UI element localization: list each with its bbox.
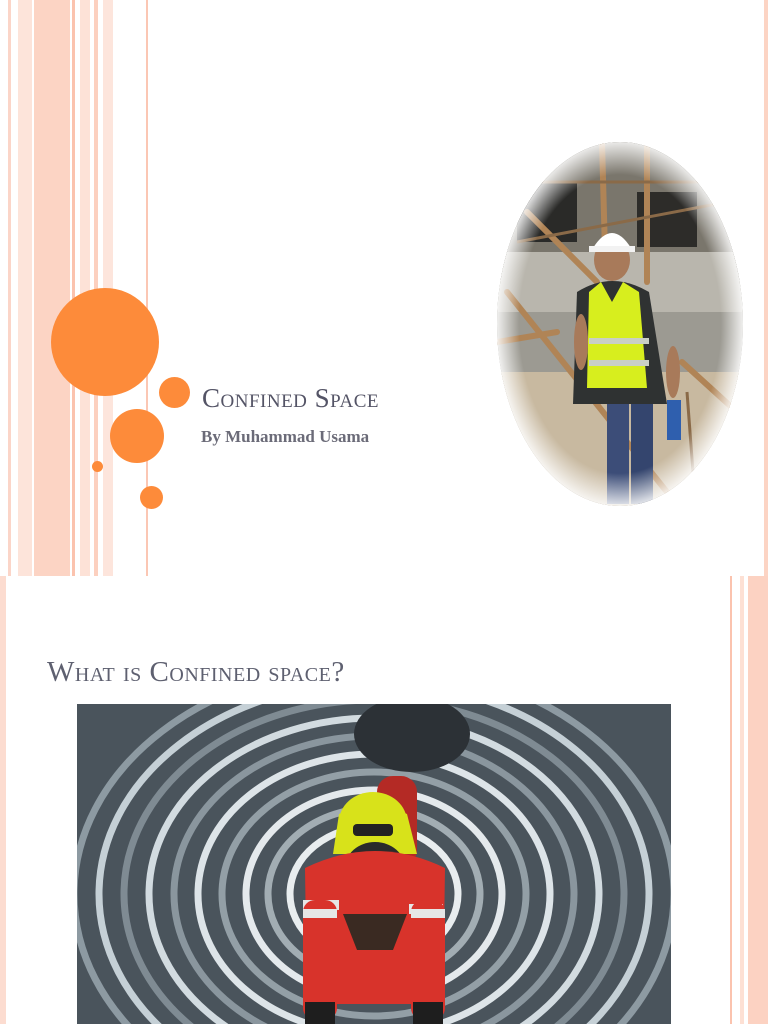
decor-stripe xyxy=(34,0,70,576)
decor-circle xyxy=(159,377,190,408)
presenter-photo xyxy=(497,142,743,506)
confined-space-photo xyxy=(77,704,671,1024)
decor-stripe xyxy=(18,0,32,576)
decor-stripe xyxy=(80,0,90,576)
slide-subtitle: By Muhammad Usama xyxy=(201,427,370,446)
decor-stripe xyxy=(0,576,6,1024)
slide-title: What is Confined space? xyxy=(47,656,345,688)
decor-stripe xyxy=(764,0,768,576)
decor-stripe xyxy=(740,576,744,1024)
decor-circle-large xyxy=(51,288,159,396)
decor-stripe xyxy=(730,576,732,1024)
decor-stripe xyxy=(72,0,75,576)
decor-stripe xyxy=(8,0,11,576)
decor-circle-tiny xyxy=(92,461,103,472)
decor-circle xyxy=(110,409,164,463)
presenter-photo-illustration xyxy=(497,142,743,506)
slide-title: Confined Space xyxy=(202,383,379,413)
decor-stripe xyxy=(748,576,768,1024)
decor-circle-small xyxy=(140,486,163,509)
confined-space-illustration xyxy=(77,704,671,1024)
content-slide xyxy=(0,576,768,1024)
